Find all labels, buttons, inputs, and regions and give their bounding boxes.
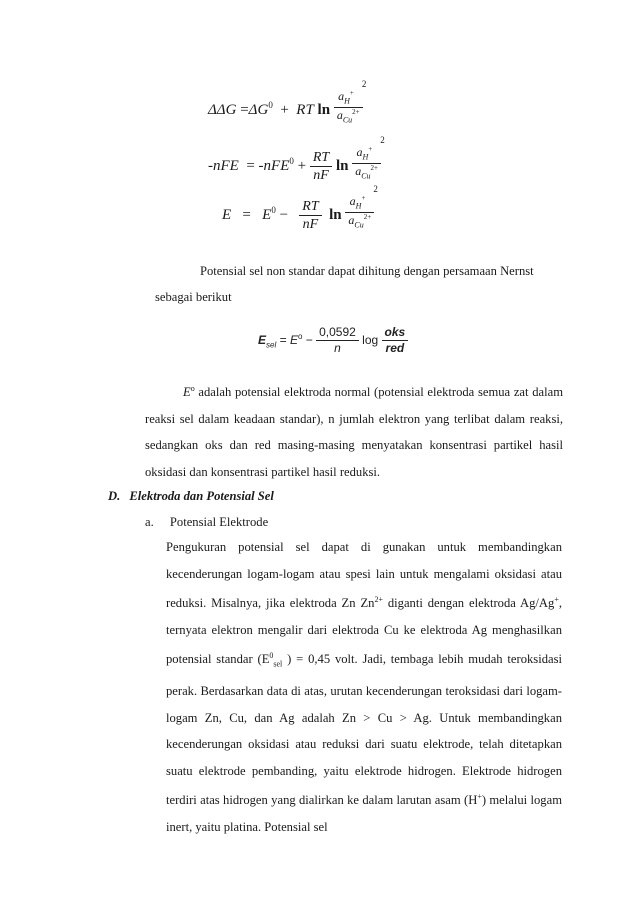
subsection-title: Potensial Elektrode — [169, 515, 269, 529]
eq1-den-a: a — [336, 108, 343, 123]
section-title: Elektroda dan Potensial Sel — [129, 489, 274, 503]
eq3-ln: ln — [329, 207, 342, 224]
para3-text-4: ) = 0,45 volt. Jadi, tembaga lebih mudah teroksidasi perak. Berdasarkan data di atas, urutan kecenderungan teroksidasi dari logam-logam Zn, Cu, dan Ag adalah Zn > Cu > Ag. Untuk membandingkan kecenderungan oksidasi atau reduksi dari suatu elektrode, telah ditetapkan suatu elektrode pembanding, yaitu elektrode hidrogen. Elektrode hidrogen terdiri atas hidrogen yang dialirkan ke dalam larutan asam (H — [166, 652, 562, 808]
eq2-den-a: a — [355, 164, 362, 179]
para3-sup-h: + — [477, 792, 482, 802]
eq1-sup0: 0 — [268, 100, 273, 111]
eq2-rt-fraction — [310, 150, 332, 184]
nernst-e0: E — [289, 332, 298, 347]
eq1-den-sup: 2+ — [352, 108, 360, 117]
para3-sup-zn: 2+ — [374, 595, 383, 604]
eq1-num-sup: + — [349, 89, 354, 97]
nernst-equals: = — [279, 332, 287, 347]
eq3-frac-den: nF — [302, 217, 319, 233]
para3-text-2: diganti dengan elektroda Ag/Ag — [382, 596, 555, 611]
nernst-lhs-sub: sel — [266, 340, 277, 350]
eq2-frac-den: nF — [313, 168, 329, 184]
equation-nfe — [208, 135, 385, 185]
nernst-lhs: E — [258, 332, 267, 347]
paragraph-nernst-intro-line2: sebagai berikut — [155, 290, 232, 304]
eq1-num-exp: 2 — [361, 79, 367, 89]
eq1-equals: = — [240, 102, 249, 119]
eq1-rt: RT — [296, 102, 314, 119]
equation-e — [222, 184, 378, 234]
eq3-num-sup: + — [361, 194, 366, 202]
paragraph-potensial-elektrode — [166, 534, 562, 841]
eq2-num-exp: 2 — [380, 135, 385, 145]
nernst-frac-num: 0,0592 — [316, 326, 359, 341]
eq1-activity-fraction — [334, 79, 367, 125]
nernst-minus: − — [305, 332, 313, 347]
eq2-lhs: -nFE — [208, 158, 239, 175]
eq3-num-sub: H — [355, 201, 362, 211]
subsection-heading — [145, 515, 268, 530]
eq3-num-a: a — [349, 194, 356, 208]
paragraph-eo-description — [145, 376, 563, 485]
eq2-den-sub: Cu — [361, 171, 371, 181]
section-label: D. — [108, 489, 121, 503]
para3-text-5: ) melalui logam inert, yaitu platina. Potensial sel — [166, 793, 562, 835]
eq1-plus: + — [280, 102, 289, 119]
nernst-coef-fraction — [316, 326, 359, 355]
nernst-frac-den: n — [334, 341, 341, 356]
eq2-equals: = — [246, 158, 255, 175]
para3-sup-ag: + — [554, 595, 559, 604]
eo-sup: o — [190, 384, 195, 393]
equation-gibbs — [208, 79, 367, 129]
para3-sub-sel: sel — [273, 659, 283, 669]
eq2-ln: ln — [335, 158, 349, 175]
eq1-num-a: a — [338, 89, 345, 103]
eq3-den-sub: Cu — [354, 220, 364, 230]
eq1-den-sub: Cu — [342, 115, 353, 125]
eq3-den-sup: 2+ — [363, 213, 372, 222]
eq2-num-sub: H — [362, 152, 369, 162]
eq1-num-sub: H — [344, 96, 350, 106]
section-heading — [108, 489, 274, 504]
para3-text-3: , ternyata elektron mengalir dari elektroda Cu ke elektroda Ag menghasilkan potensial standar (E — [166, 596, 562, 667]
nernst-oks: oks — [382, 326, 409, 341]
nernst-ratio-fraction — [382, 326, 409, 355]
nernst-log: log — [362, 332, 379, 347]
para3-sup-e0: 0 — [269, 651, 274, 661]
eq1-ln: ln — [317, 102, 331, 119]
paragraph-nernst-intro-line1: Potensial sel non standar dapat dihitung dengan persamaan Nernst — [200, 264, 534, 278]
eq1-g: ΔG — [248, 102, 269, 119]
eq2-activity-fraction — [352, 135, 385, 181]
eq2-sup0: 0 — [289, 156, 294, 167]
subsection-label: a. — [145, 515, 154, 529]
eo-description-text: adalah potensial elektroda normal (potensial elektroda semua zat dalam reaksi sel dalam keadaan standar), n jumlah elektron yang terlibat dalam reaksi, sedangkan oks dan red masing-masing menyatakan konsentrasi partikel hasil oksidasi dan konsentrasi partikel hasil reduksi. — [145, 385, 563, 479]
eq3-frac-num: RT — [299, 199, 321, 216]
eq2-num-sup: + — [368, 145, 373, 153]
eq3-equals: = — [242, 207, 251, 224]
eq2-num-a: a — [356, 145, 363, 159]
eq2-plus: + — [297, 158, 307, 175]
eq1-lhs: ΔΔG — [208, 102, 237, 119]
eq2-den-sup: 2+ — [370, 164, 378, 173]
eq2-rhs: -nFE — [258, 158, 290, 175]
eq3-num-exp: 2 — [373, 184, 378, 194]
para3-text-1: Pengukuran potensial sel dapat di gunakan untuk membandingkan kecenderungan logam-logam atau spesi lain untuk mengalami oksidasi atau reduksi. Misalnya, jika elektroda Zn Zn — [166, 540, 562, 611]
nernst-e0-sup: o — [297, 331, 303, 341]
eq3-lhs: E — [222, 207, 232, 224]
eq3-rhs: E — [262, 207, 272, 224]
nernst-red: red — [385, 341, 405, 356]
eq3-den-a: a — [348, 213, 355, 228]
equation-nernst — [258, 326, 408, 355]
eo-symbol: E — [183, 385, 191, 400]
eq2-frac-num: RT — [310, 150, 332, 167]
eq3-activity-fraction — [345, 184, 378, 230]
eq3-rt-fraction — [299, 199, 321, 233]
eq3-sup0: 0 — [271, 205, 276, 216]
eq3-minus: − — [279, 207, 289, 224]
